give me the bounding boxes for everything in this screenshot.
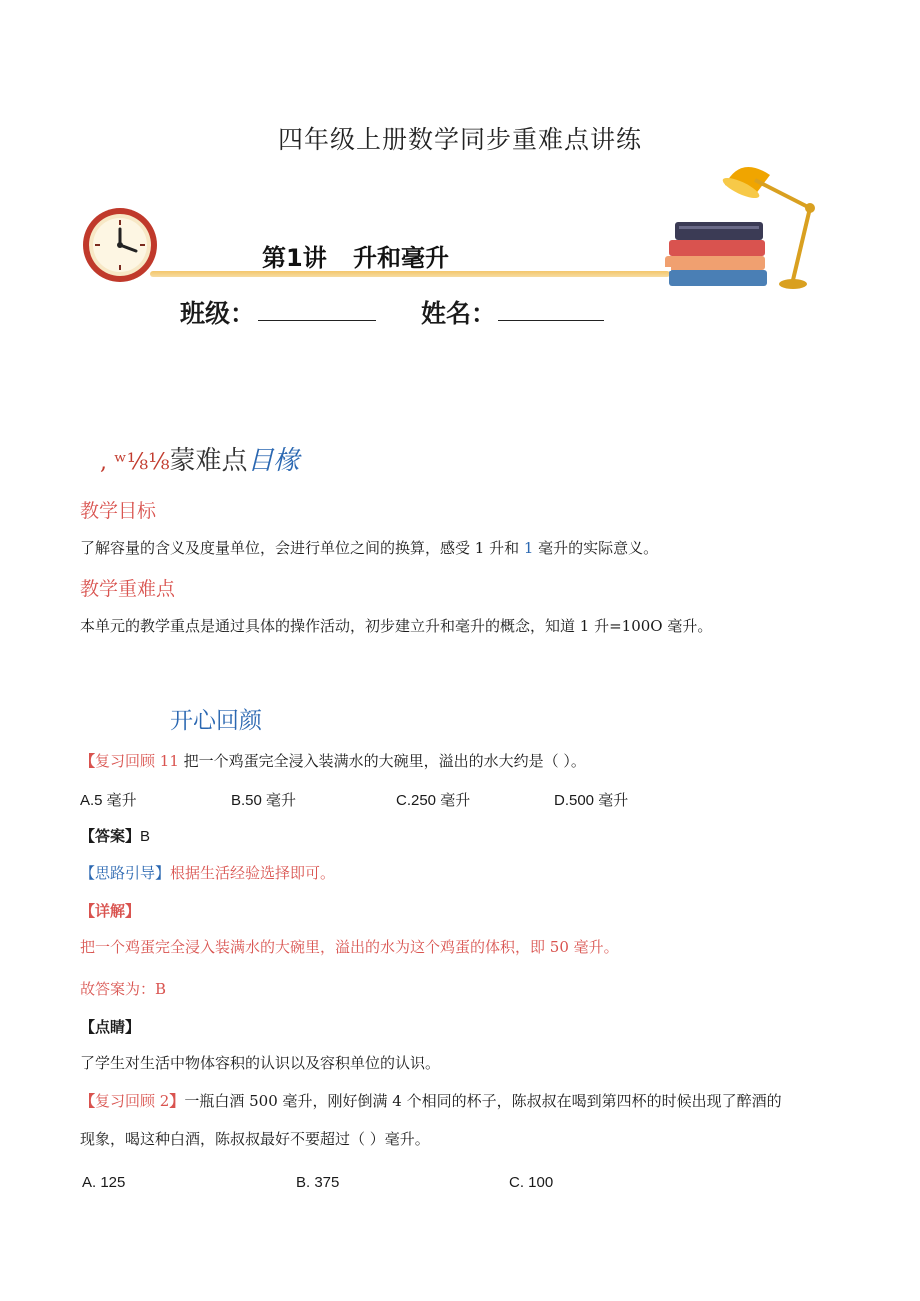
q2-tag-label: 复习回顾 2: [95, 1092, 170, 1110]
document-title: 四年级上册数学同步重难点讲练: [277, 125, 642, 154]
q1-option-a[interactable]: A.5 毫升: [80, 792, 137, 809]
teaching-goal-text-a: 了解容量的含义及度量单位，会进行单位之间的换算，感受 1 升和: [80, 539, 524, 557]
class-blank-line[interactable]: [258, 320, 376, 321]
teaching-goal-text-c: 毫升的实际意义。: [533, 539, 659, 557]
lesson-title: 第1讲 升和毫升: [262, 244, 450, 272]
name-blank-line[interactable]: [498, 320, 604, 321]
q1-option-d[interactable]: D.500 毫升: [554, 792, 629, 809]
q1-detail-text: 把一个鸡蛋完全浸入装满水的大碗里，溢出的水为这个鸡蛋的体积，即 50 毫升。: [80, 938, 619, 956]
q1-tag-open: 【: [80, 752, 96, 770]
question-1-stem: [80, 750, 586, 771]
question-2-stem-line1: [80, 1090, 782, 1111]
q1-option-b[interactable]: B.50 毫升: [231, 792, 297, 809]
section-heading: [100, 440, 300, 477]
name-label: 姓名：: [421, 299, 497, 328]
q1-detail-label: 【详解】: [80, 902, 141, 920]
section-heading-italic: 目椽: [247, 446, 300, 476]
q1-comment-text: 了学生对生活中物体容积的认识以及容积单位的认识。: [80, 1054, 441, 1072]
q1-hint-label: 【思路引导】: [80, 864, 171, 882]
q2-tag-open: 【: [80, 1092, 96, 1110]
q2-option-b[interactable]: B. 375: [296, 1174, 340, 1191]
q2-option-c[interactable]: C. 100: [509, 1174, 554, 1191]
q2-stem-line1-text: 一瓶白酒 500 毫升，刚好倒满 4 个相同的杯子，陈叔叔在喝到第四杯的时候出现了醉酒的: [184, 1092, 782, 1110]
review-heading: 开心回颜: [170, 708, 262, 734]
teaching-goal-text: [80, 537, 658, 558]
clock-icon: [80, 205, 160, 285]
key-points-text: 本单元的教学重点是通过具体的操作活动，初步建立升和毫升的概念，知道 1 升=100O 毫升。: [80, 617, 713, 635]
q1-conclusion: 故答案为：B: [80, 980, 167, 998]
q1-hint: [80, 862, 335, 883]
q1-answer-label: 【答案】: [80, 827, 141, 845]
section-heading-garble: , ʷ⅛⅛: [100, 450, 170, 475]
books-and-lamp-icon: [655, 150, 825, 295]
section-heading-main: 蒙难点: [169, 446, 248, 476]
key-points-heading: 教学重难点: [80, 578, 176, 600]
teaching-goal-text-b: 1: [523, 539, 534, 557]
q1-answer-value: B: [140, 828, 151, 845]
q1-stem-text: 把一个鸡蛋完全浸入装满水的大碗里，溢出的水大约是（ ）。: [178, 752, 586, 770]
class-label: 班级：: [180, 299, 256, 328]
q1-tag-label: 复习回顾 11: [95, 752, 179, 770]
teaching-goal-heading: 教学目标: [80, 500, 157, 522]
q1-hint-text: 根据生活经验选择即可。: [170, 864, 336, 882]
q1-comment-label: 【点睛】: [80, 1018, 141, 1036]
q1-answer: [80, 825, 150, 846]
q2-tag-close: 】: [169, 1092, 185, 1110]
q1-option-c[interactable]: C.250 毫升: [396, 792, 471, 809]
question-2-stem-line2: 现象，喝这种白酒，陈叔叔最好不要超过（ ）毫升。: [80, 1130, 430, 1148]
q2-option-a[interactable]: A. 125: [82, 1174, 126, 1191]
